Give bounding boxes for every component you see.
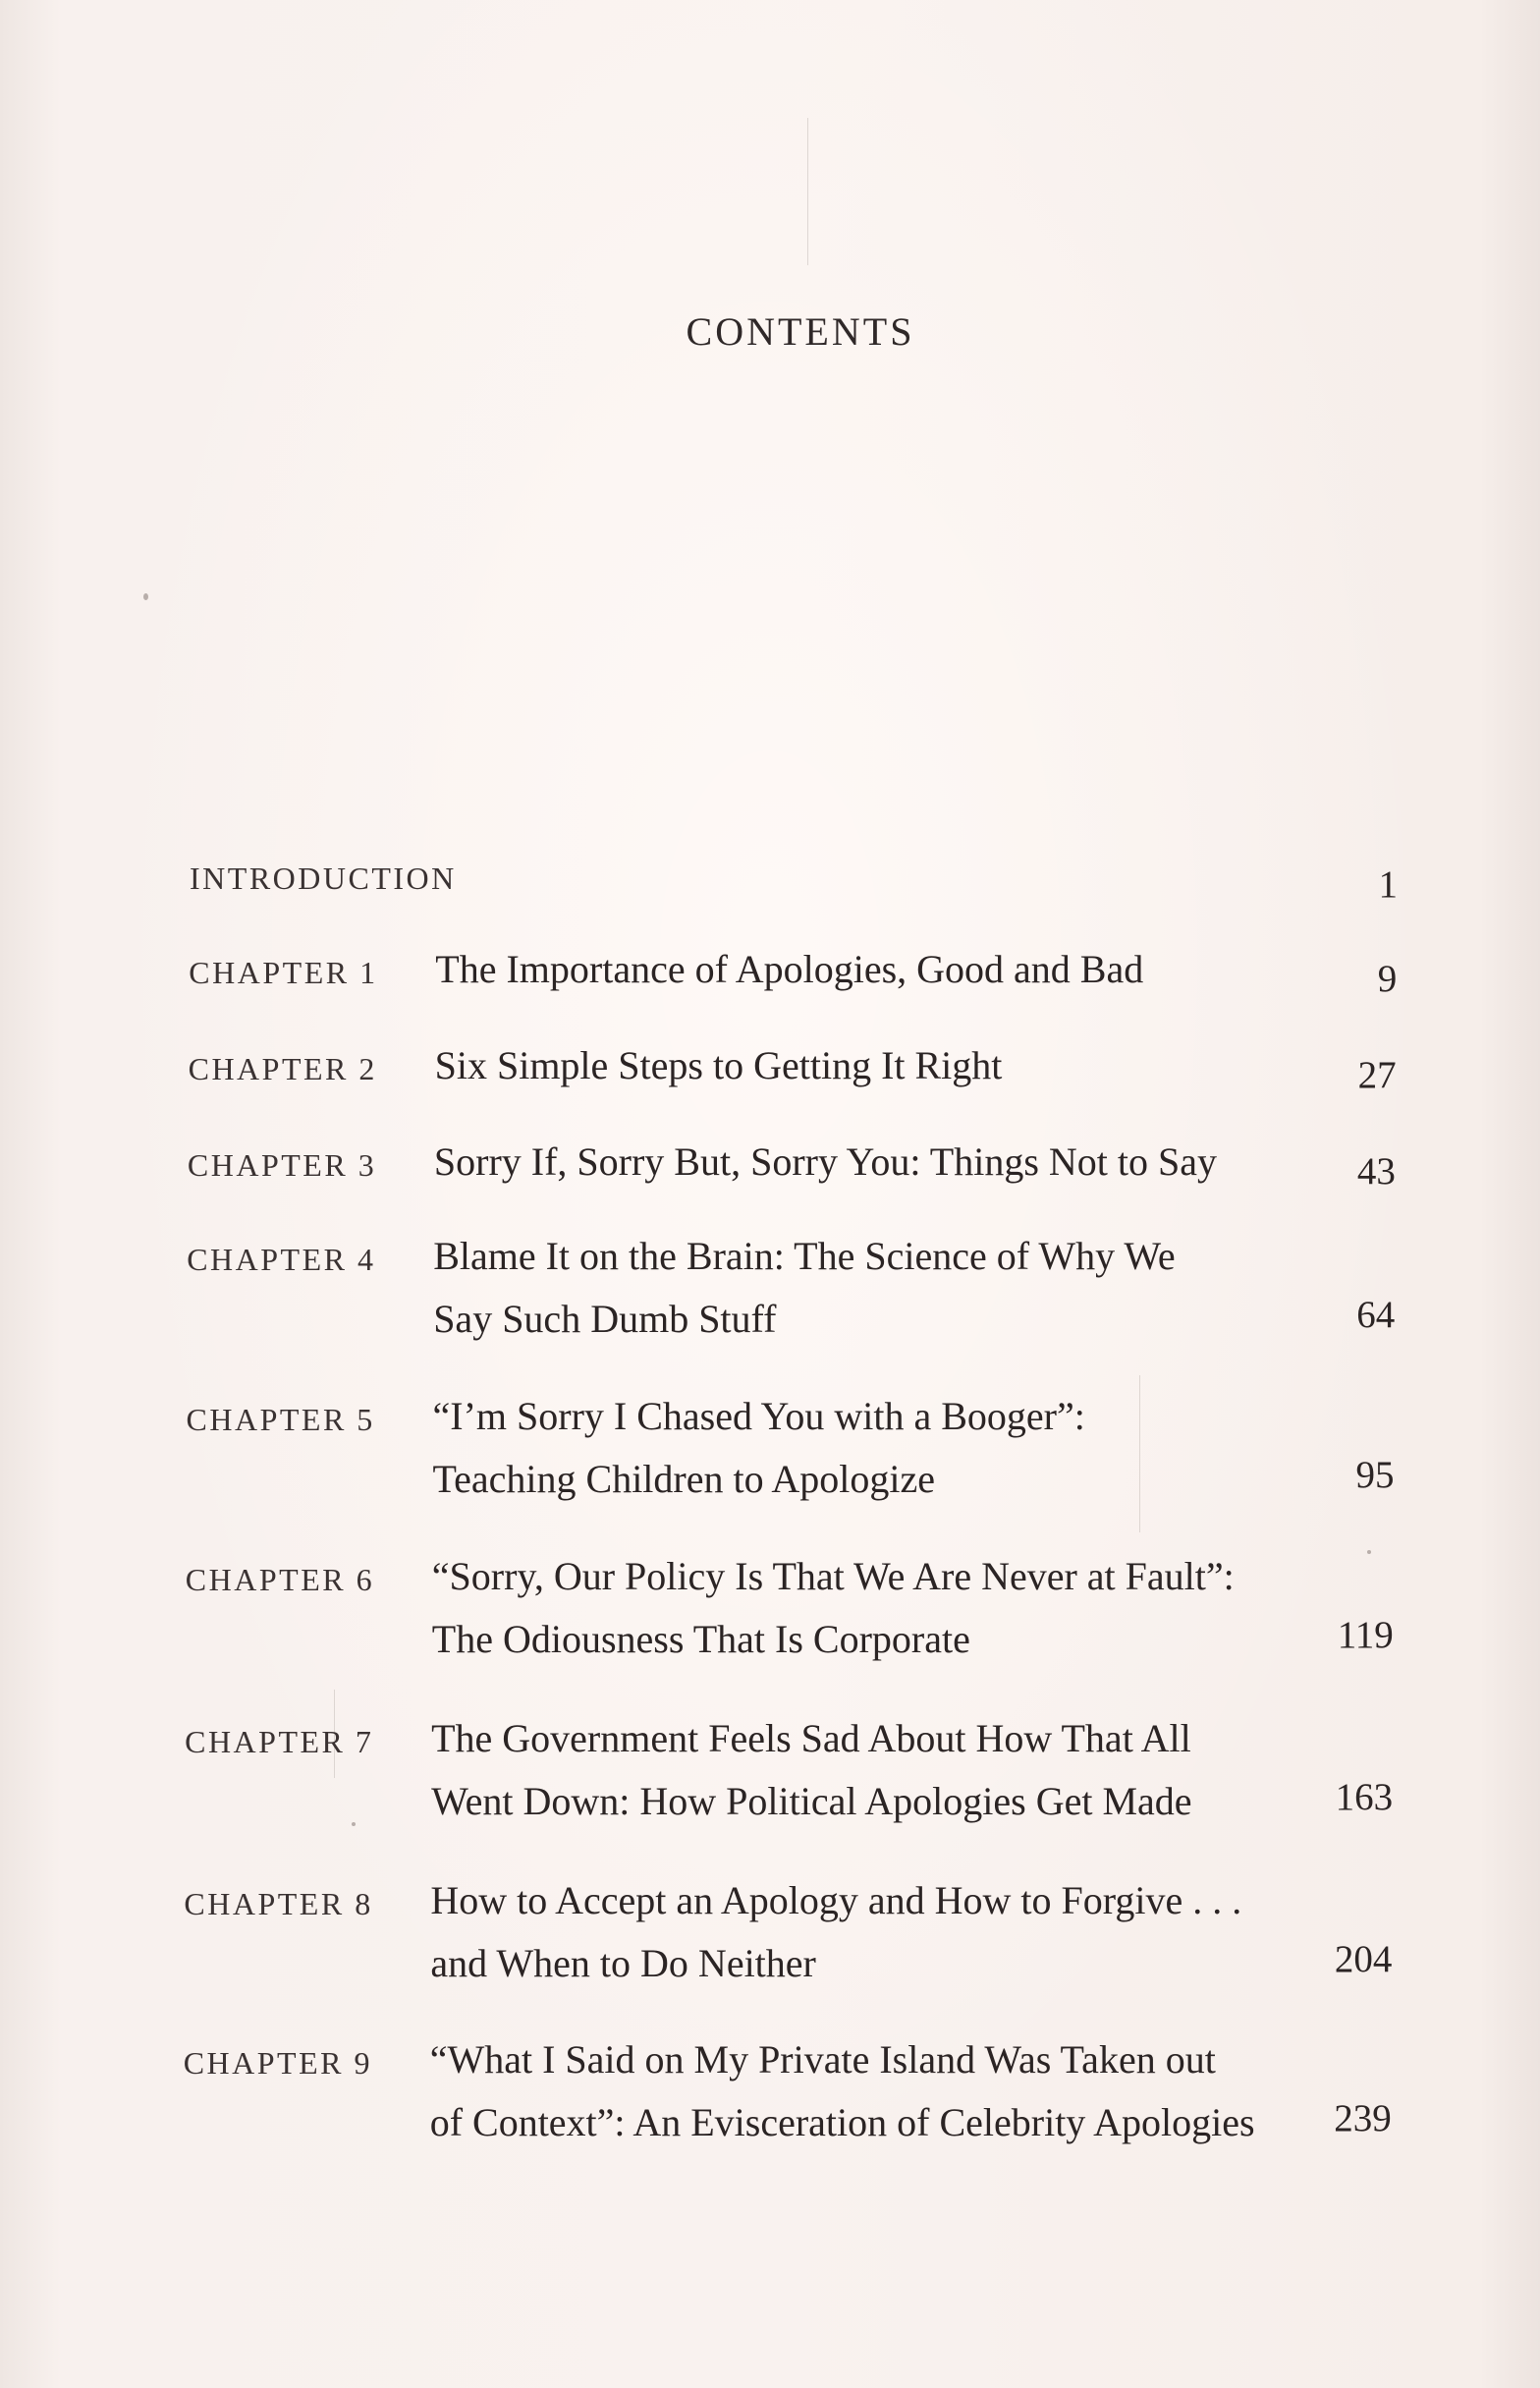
toc-entry-title — [433, 1385, 1085, 1511]
toc-entry-page-number: 163 — [1335, 1776, 1394, 1818]
toc-entry-title — [434, 1131, 1217, 1194]
toc-entry[interactable] — [0, 1234, 1540, 1389]
toc-entry-label: CHAPTER 7 — [185, 1724, 374, 1759]
toc-entry-title-line: Six Simple Steps to Getting It Right — [434, 1043, 1003, 1087]
toc-entry-page-number: 1 — [1378, 863, 1398, 906]
toc-entry-page-number: 9 — [1377, 958, 1398, 1000]
toc-entry-label: CHAPTER 9 — [183, 2045, 372, 2081]
toc-entry[interactable] — [0, 947, 1540, 1033]
toc-entry-label: CHAPTER 6 — [185, 1562, 375, 1597]
toc-entry-page-number: 239 — [1334, 2097, 1392, 2139]
page-crease-mark — [807, 118, 808, 265]
toc-entry-title — [435, 1034, 1003, 1097]
contents-heading: CONTENTS — [686, 309, 915, 354]
toc-entry-page-number: 95 — [1355, 1454, 1395, 1496]
toc-entry-title — [432, 1545, 1235, 1671]
toc-entry[interactable] — [0, 2037, 1540, 2193]
toc-entry[interactable] — [0, 1716, 1540, 1871]
toc-entry[interactable] — [0, 1394, 1540, 1549]
toc-entry-label: CHAPTER 8 — [184, 1886, 373, 1921]
toc-entry-title — [433, 1225, 1175, 1351]
ink-speck — [143, 593, 148, 600]
toc-entry-title-line: The Importance of Apologies, Good and Bad — [435, 947, 1144, 991]
toc-entry[interactable] — [0, 1878, 1540, 2033]
toc-entry-title — [430, 1869, 1241, 1995]
toc-entry-title-line: Say Such Dumb Stuff — [433, 1297, 777, 1341]
toc-entry-title — [431, 1707, 1191, 1833]
toc-entry-title-line: “What I Said on My Private Island Was Taken out — [429, 2037, 1216, 2082]
toc-entry-page-number: 43 — [1356, 1150, 1396, 1193]
toc-entry-title-line: Sorry If, Sorry But, Sorry You: Things Not to Say — [433, 1139, 1217, 1184]
toc-entry-page-number: 204 — [1334, 1938, 1393, 1980]
toc-entry-title-line: of Context”: An Evisceration of Celebrity Apologies — [429, 2100, 1255, 2144]
toc-entry[interactable] — [0, 861, 1540, 939]
toc-entry-title — [435, 938, 1143, 1001]
toc-entry-title-line: “Sorry, Our Policy Is That We Are Never at Fault”: — [431, 1554, 1235, 1598]
ink-speck — [1367, 1550, 1371, 1554]
toc-entry-title-line: The Odiousness That Is Corporate — [431, 1617, 970, 1661]
toc-entry-label: CHAPTER 2 — [188, 1051, 377, 1086]
toc-entry-label: INTRODUCTION — [190, 861, 457, 896]
toc-entry-title-line: “I’m Sorry I Chased You with a Booger”: — [432, 1394, 1085, 1438]
toc-entry-title-line: The Government Feels Sad About How That All — [431, 1716, 1191, 1760]
toc-entry-title-line: Blame It on the Brain: The Science of Why We — [433, 1234, 1176, 1278]
toc-entry-label: CHAPTER 5 — [186, 1402, 375, 1437]
toc-entry-title-line: Teaching Children to Apologize — [432, 1457, 936, 1501]
toc-entry-page-number: 27 — [1357, 1054, 1397, 1096]
toc-entry-title-line: How to Accept an Apology and How to Forgive . . . — [430, 1878, 1242, 1922]
toc-entry-label: CHAPTER 3 — [187, 1147, 377, 1183]
toc-entry-label: CHAPTER 4 — [187, 1242, 376, 1277]
toc-entry-label: CHAPTER 1 — [189, 955, 378, 990]
toc-entry[interactable] — [0, 1139, 1540, 1226]
toc-entry-title-line: Went Down: How Political Apologies Get Made — [431, 1779, 1192, 1823]
toc-entry-page-number: 64 — [1356, 1294, 1396, 1336]
toc-entry-title-line: and When to Do Neither — [430, 1941, 816, 1985]
toc-entry-page-number: 119 — [1337, 1614, 1394, 1656]
toc-entry[interactable] — [0, 1043, 1540, 1130]
toc-entry-title — [430, 2028, 1255, 2154]
toc-entry[interactable] — [0, 1554, 1540, 1709]
